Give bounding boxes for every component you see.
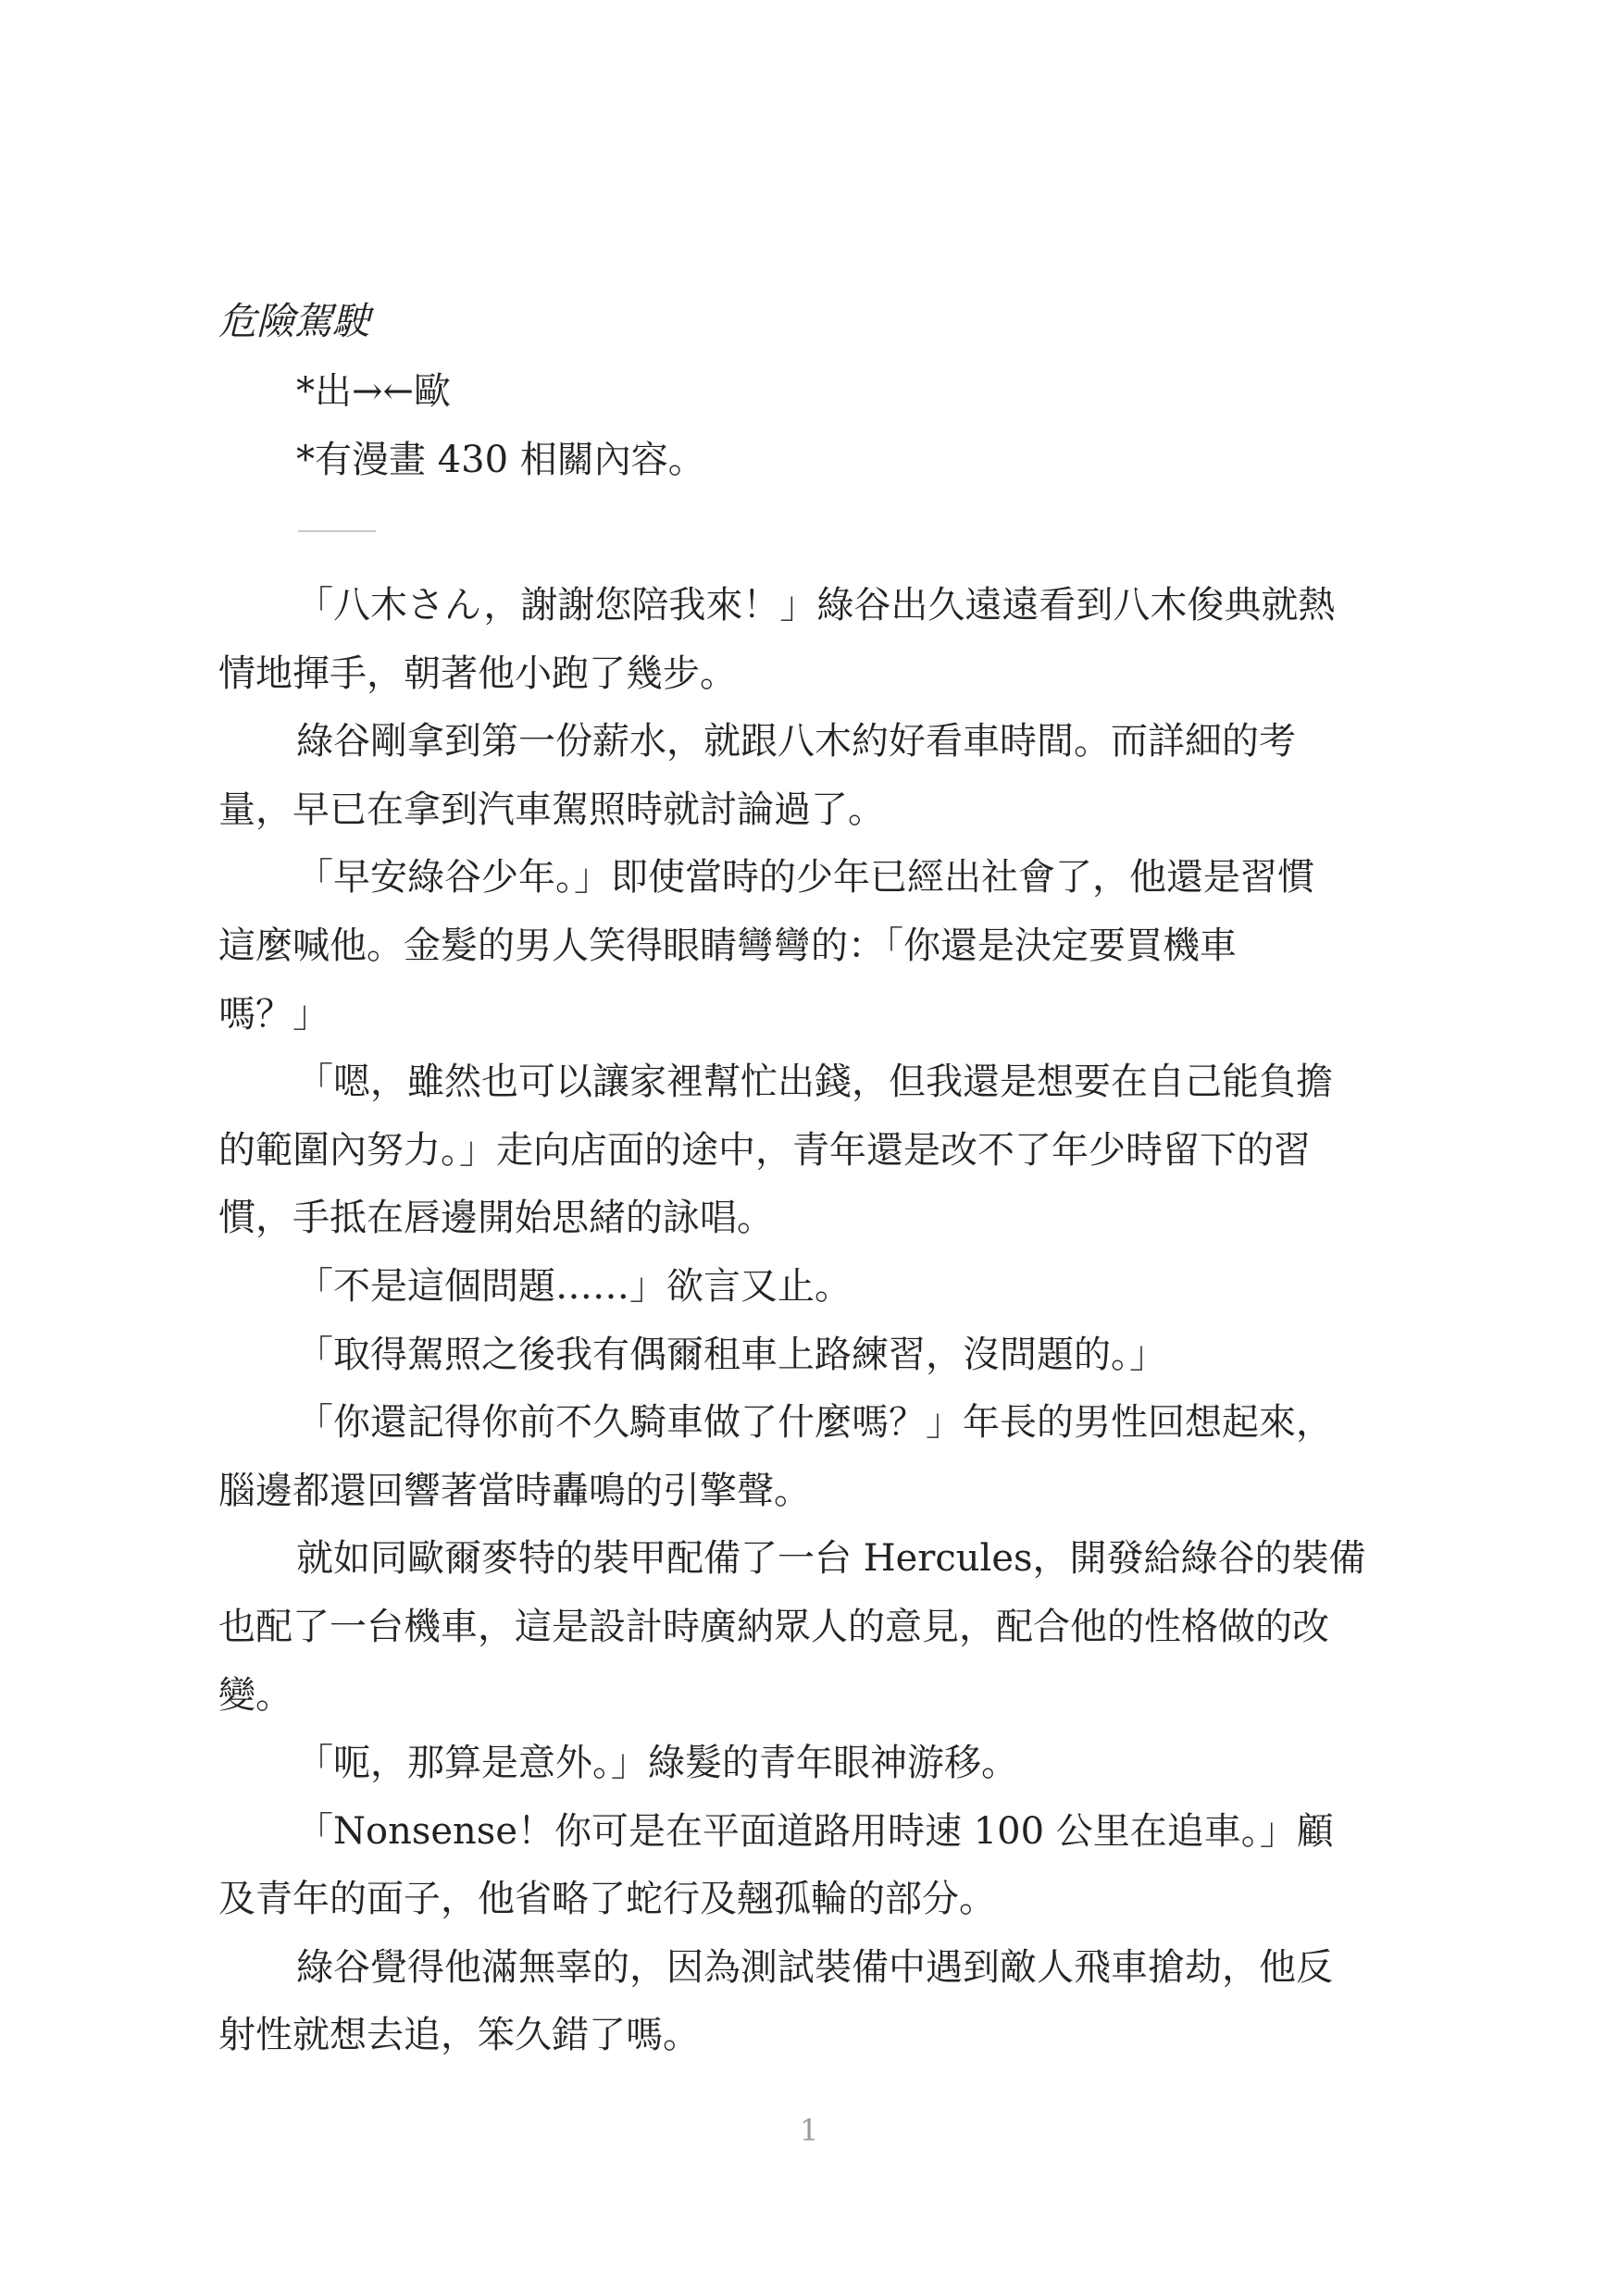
paragraph: 「呃，那算是意外。」綠髮的青年眼神游移。 (296, 1742, 1018, 1785)
paragraph: 綠谷剛拿到第一份薪水，就跟八木約好看車時間。而詳細的考 量，早已在拿到汽車駕照時就討論過了。 (218, 720, 1296, 831)
paragraph: 「早安綠谷少年。」即使當時的少年已經出社會了，他還是習慣 這麼喊他。金髮的男人笑得眼睛彎彎的：「你還是決定要買機車 嗎？」 (218, 856, 1314, 1036)
paragraph: 「八木さん，謝謝您陪我來！」綠谷出久遠遠看到八木俊典就熱 情地揮手，朝著他小跑了幾步。 (218, 584, 1336, 695)
story-title: 危險駕駛 (218, 299, 370, 343)
section-divider (298, 530, 376, 532)
paragraph: 「你還記得你前不久騎車做了什麼嗎？」年長的男性回想起來， 腦邊都還回響著當時轟鳴的引擎聲。 (218, 1401, 1333, 1512)
paragraph: 「嗯，雖然也可以讓家裡幫忙出錢，但我還是想要在自己能負擔 的範圍內努力。」走向店面的途中，青年還是改不了年少時留下的習 慣，手抵在唇邊開始思緒的詠唱。 (218, 1061, 1333, 1240)
paragraph: 「Nonsense！你可是在平面道路用時速 100 公里在追車。」顧 及青年的面子，他省略了蛇行及翹孤輪的部分。 (218, 1809, 1334, 1921)
note-pairing: *出→←歐 (296, 370, 452, 413)
paragraph: 「取得駕照之後我有偶爾租車上路練習，沒問題的。」 (296, 1333, 1166, 1376)
paragraph: 「不是這個問題……」欲言又止。 (296, 1264, 852, 1308)
page-number: 1 (799, 2113, 819, 2148)
paragraph: 綠谷覺得他滿無辜的，因為測試裝備中遇到敵人飛車搶劫，他反 射性就想去追，笨久錯了嗎。 (218, 1945, 1333, 2057)
story-body (218, 572, 1413, 2070)
paragraph: 就如同歐爾麥特的裝甲配備了一台 Hercules，開發給綠谷的裝備 也配了一台機車，這是設計時廣納眾人的意見，配合他的性格做的改 變。 (218, 1537, 1366, 1717)
note-content-warning: *有漫畫 430 相關內容。 (296, 439, 705, 481)
